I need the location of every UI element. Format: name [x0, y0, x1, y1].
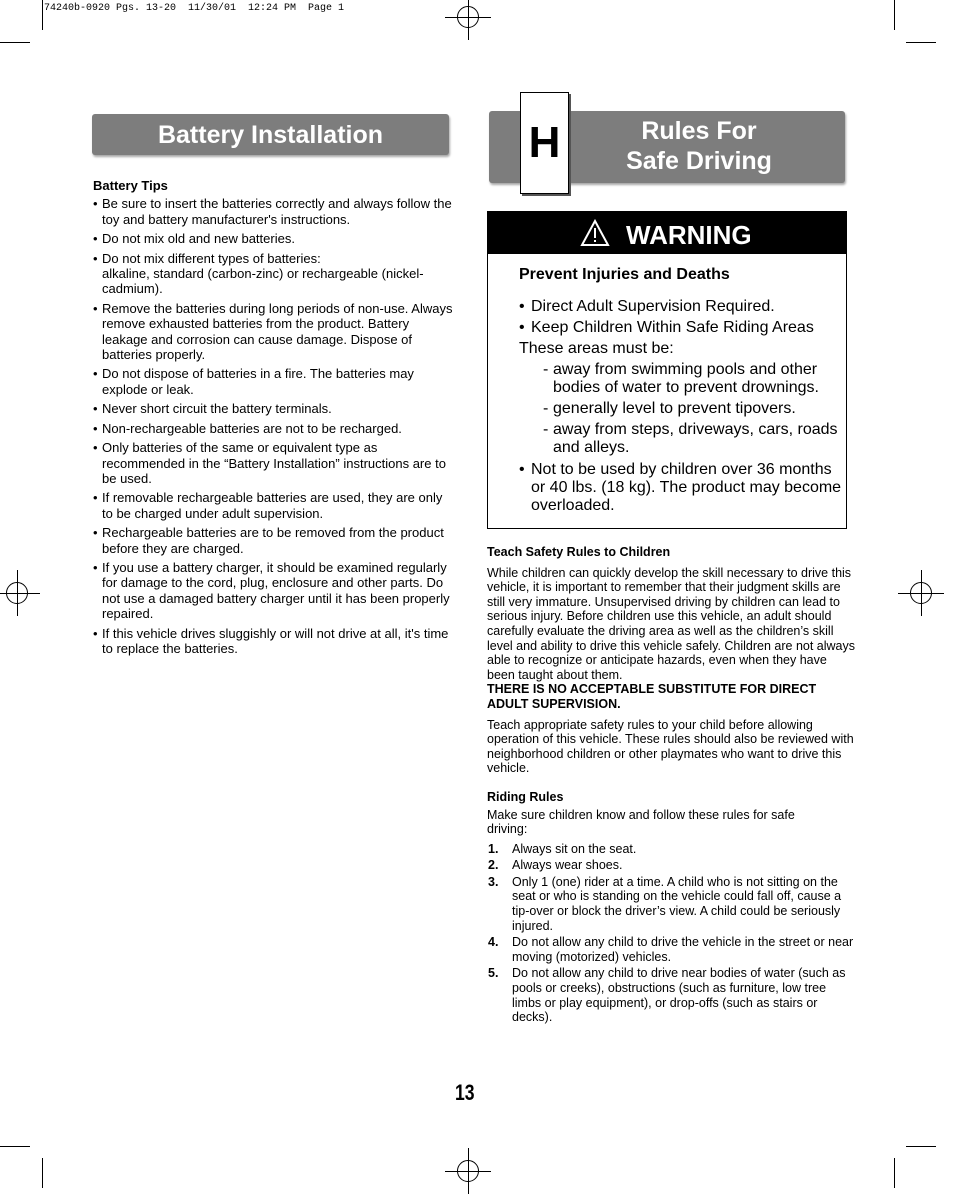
teach-emphasis: THERE IS NO ACCEPTABLE SUBSTITUTE FOR DIRECT ADULT SUPERVISION. — [487, 682, 817, 711]
warning-box — [487, 211, 847, 529]
battery-installation-banner — [92, 114, 449, 155]
battery-tip: • Rechargeable batteries are to be removed from the product before they are charged. — [93, 525, 453, 556]
area-item: - away from steps, driveways, cars, roads and alleys. — [543, 421, 838, 456]
rules-title-line1: Rules For — [641, 117, 757, 145]
battery-tip: • Do not mix old and new batteries. — [93, 231, 453, 246]
battery-tip: • Do not mix different types of batteries: alkaline, standard (carbon-zinc) or rechargeable (nickel-cadmium). — [93, 251, 453, 297]
registration-mark-top — [457, 6, 479, 28]
riding-rules-intro: Make sure children know and follow these rules for safe driving: — [487, 807, 795, 837]
warning-header — [488, 212, 846, 254]
area-item: - generally level to prevent tipovers. — [543, 400, 796, 417]
warning-heading: Prevent Injuries and Deaths — [519, 266, 730, 283]
battery-tip: • Never short circuit the battery terminals. — [93, 401, 453, 416]
battery-tip: • Do not dispose of batteries in a fire. The batteries may explode or leak. — [93, 366, 453, 397]
battery-tip: • Non-rechargeable batteries are not to be recharged. — [93, 421, 453, 436]
rule-item: 3. Only 1 (one) rider at a time. A child who is not sitting on the seat or who is standing on the vehicle could fall off, cause a tip-over or block the driver’s view. A child could be seriously injured. — [488, 874, 842, 933]
section-letter: H — [520, 92, 569, 194]
rules-text-section — [487, 545, 857, 1027]
warning-bullet: • Keep Children Within Safe Riding Areas — [519, 319, 844, 337]
rules-banner-title — [561, 116, 837, 176]
battery-tips-heading: Battery Tips — [93, 178, 168, 193]
rule-item: 1. Always sit on the seat. — [488, 841, 637, 856]
warning-triangle-icon — [580, 219, 610, 247]
rule-item: 2. Always wear shoes. — [488, 858, 623, 873]
battery-tip: • Be sure to insert the batteries correctly and always follow the toy and battery manufacturer's instructions. — [93, 196, 453, 227]
print-slug: 74240b-0920 Pgs. 13-20 11/30/01 12:24 PM Page 1 — [44, 3, 345, 14]
rules-title-line2: Safe Driving — [626, 147, 772, 175]
registration-mark-bottom — [457, 1160, 479, 1182]
warning-bullet: • Direct Adult Supervision Required. — [519, 298, 844, 316]
warning-label: WARNING — [626, 220, 752, 250]
teach-paragraph-2: Teach appropriate safety rules to your child before allowing operation of this vehicle. These rules should also be reviewed with neighborhood children or other playmates who want to drive this vehicle. — [487, 717, 854, 776]
area-item: - away from swimming pools and other bodies of water to prevent drownings. — [543, 361, 819, 396]
battery-installation-title: Battery Installation — [157, 121, 384, 149]
page-number: 13 — [455, 1080, 475, 1105]
battery-tip: • If you use a battery charger, it should be examined regularly for damage to the cord, plug, enclosure and other parts. Do not use a damaged battery charger until it has been properly repaired. — [93, 560, 453, 622]
battery-tip: • If this vehicle drives sluggishly or will not drive at all, it's time to replace the batteries. — [93, 626, 453, 657]
battery-tips-section — [93, 178, 453, 660]
registration-mark-left — [6, 582, 28, 604]
rule-item: 4. Do not allow any child to drive the vehicle in the street or near moving (motorized) vehicles. — [488, 935, 854, 964]
registration-mark-right — [910, 582, 932, 604]
areas-intro: These areas must be: — [519, 340, 674, 357]
warning-bullet: • Not to be used by children over 36 months or 40 lbs. (18 kg). The product may become overloaded. — [519, 461, 844, 515]
battery-tip: • Remove the batteries during long periods of non-use. Always remove exhausted batteries from the product. Battery leakage and corrosion can cause damage. Dispose of batteries properly. — [93, 301, 453, 363]
battery-tip: • Only batteries of the same or equivalent type as recommended in the “Battery Installation” instructions are to be used. — [93, 440, 453, 486]
battery-tip: • If removable rechargeable batteries are used, they are only to be charged under adult supervision. — [93, 490, 453, 521]
teach-heading: Teach Safety Rules to Children — [487, 545, 671, 559]
riding-rules-heading: Riding Rules — [487, 789, 564, 804]
teach-paragraph: While children can quickly develop the skill necessary to drive this vehicle, it is important to remember that their judgment skills are still very immature. Unsupervised driving by children can lead to serious injury. Before children use this vehicle, an adult should carefully evaluate the driving area as well as the children’s skill level and ability to drive this vehicle safely. Children are not always able to recognize or anticipate hazards, even when they have been taught about them. — [487, 565, 856, 682]
rule-item: 5. Do not allow any child to drive near bodies of water (such as pools or creeks), obstructions (such as furniture, low tree limbs or play equipment), or drop-offs (such as stairs or decks). — [488, 966, 846, 1025]
warning-body — [519, 266, 844, 518]
